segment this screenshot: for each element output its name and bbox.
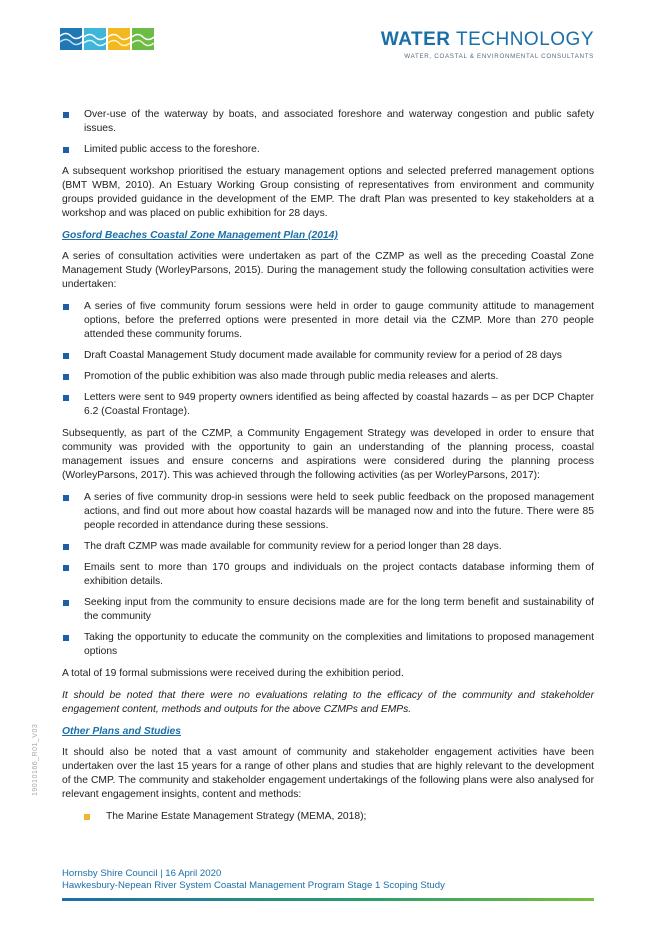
list-item	[62, 631, 594, 659]
list-item-text: Draft Coastal Management Study document made available for community review for a period of 28 days	[84, 350, 562, 361]
page-footer	[62, 868, 445, 892]
footer-gradient-bar	[62, 898, 594, 901]
bullet-square-icon	[63, 395, 69, 401]
bullet-list-other-plans	[62, 810, 594, 824]
list-item	[62, 108, 594, 136]
section-heading-other-plans[interactable]: Other Plans and Studies	[62, 726, 182, 737]
list-item-text: The Marine Estate Management Strategy (MEMA, 2018);	[106, 811, 367, 822]
list-item	[62, 391, 594, 419]
bullet-square-icon	[63, 544, 69, 550]
bullet-square-icon	[63, 147, 69, 153]
list-item-text: Promotion of the public exhibition was also made through public media releases and alerts.	[84, 371, 499, 382]
document-reference-code: 19010166_R01_V03	[32, 723, 39, 796]
bullet-square-icon	[63, 112, 69, 118]
list-item-text: A series of five community drop-in sessions were held to seek public feedback on the proposed management actions, and find out more about how coastal hazards will be managed now and into the future. There were 85 people recorded in attendance during these sessions.	[84, 492, 594, 531]
bullet-list-study-activities	[62, 300, 594, 419]
bullet-list-issues	[62, 108, 594, 157]
company-logo-tiles	[60, 28, 154, 50]
list-item-text: Limited public access to the foreshore.	[84, 144, 260, 155]
list-item	[62, 349, 594, 363]
list-item-text: Over-use of the waterway by boats, and associated foreshore and waterway congestion and public safety issues.	[84, 109, 594, 134]
bullet-square-icon	[63, 353, 69, 359]
footer-line-project: Hawkesbury-Nepean River System Coastal Management Program Stage 1 Scoping Study	[62, 880, 445, 891]
paragraph-other-plans: It should also be noted that a vast amount of community and stakeholder engagement activities have been undertaken over the last 15 years for a range of other plans and studies that are highly relevant to the development of the CMP. The community and stakeholder engagement undertakings of the following plans were also analysed for relevant engagement insights, content and methods:	[62, 747, 594, 800]
wave-logo-tile-blue	[60, 28, 82, 50]
list-item	[62, 491, 594, 533]
document-body	[62, 108, 594, 832]
brand-name-bold: WATER	[380, 29, 451, 50]
bullet-square-icon	[63, 565, 69, 571]
paragraph-note: It should be noted that there were no evaluations relating to the efficacy of the community and stakeholder engagement content, methods and outputs for the above CZMPs and EMPs.	[62, 690, 594, 715]
footer-line-client-date: Hornsby Shire Council | 16 April 2020	[62, 868, 222, 879]
list-item	[62, 370, 594, 384]
brand-name-light: TECHNOLOGY	[455, 29, 594, 50]
list-item-text: A series of five community forum sessions were held in order to gauge community attitude to management options, before the preferred options were presented in more detail via the CZMP. More than 270 people attended these community forums.	[84, 301, 594, 340]
bullet-square-icon	[63, 304, 69, 310]
bullet-square-icon	[63, 374, 69, 380]
list-item	[62, 540, 594, 554]
wave-logo-tile-cyan	[84, 28, 106, 50]
list-item	[62, 810, 594, 824]
bullet-square-icon	[63, 600, 69, 606]
bullet-square-icon	[63, 495, 69, 501]
list-item-text: Taking the opportunity to educate the community on the complexities and limitations to proposed management options	[84, 632, 594, 657]
brand-tagline: WATER, COASTAL & ENVIRONMENTAL CONSULTANTS	[404, 53, 594, 60]
bullet-square-icon	[63, 635, 69, 641]
paragraph-consultation: A series of consultation activities were undertaken as part of the CZMP as well as the preceding Coastal Zone Management Study (WorleyParsons, 2015). During the management study the following consultation activities were undertaken:	[62, 251, 594, 290]
list-item-text: Emails sent to more than 170 groups and individuals on the project contacts database informing them of exhibition details.	[84, 562, 594, 587]
brand-name	[381, 30, 594, 50]
list-item	[62, 596, 594, 624]
list-item	[62, 561, 594, 589]
list-item	[62, 143, 594, 157]
wave-logo-tile-yellow	[108, 28, 130, 50]
bullet-list-strategy-activities	[62, 491, 594, 659]
wave-logo-tile-green	[132, 28, 154, 50]
list-item-text: Seeking input from the community to ensure decisions made are for the long term benefit and sustainability of the community	[84, 597, 594, 622]
paragraph-strategy: Subsequently, as part of the CZMP, a Community Engagement Strategy was developed in order to ensure that community was provided with the opportunity to gain an understanding of the planning process, coastal management issues and ensure concerns and aspirations were considered during the planning process (WorleyParsons, 2017). This was achieved through the following activities (as per WorleyParsons, 2017):	[62, 428, 594, 481]
paragraph-submissions: A total of 19 formal submissions were received during the exhibition period.	[62, 668, 404, 679]
brand-block	[381, 30, 594, 60]
list-item-text: The draft CZMP was made available for community review for a period longer than 28 days.	[84, 541, 502, 552]
bullet-square-icon	[84, 814, 90, 820]
list-item	[62, 300, 594, 342]
paragraph-workshop: A subsequent workshop prioritised the estuary management options and selected preferred management options (BMT WBM, 2010). An Estuary Working Group consisting of representatives from environment and community groups provided guidance in the development of the EMP. The draft Plan was presented to key stakeholders at a workshop and was placed on public exhibition for 28 days.	[62, 166, 594, 219]
section-heading-gosford[interactable]: Gosford Beaches Coastal Zone Management Plan (2014)	[62, 230, 338, 241]
list-item-text: Letters were sent to 949 property owners identified as being affected by coastal hazards – as per DCP Chapter 6.2 (Coastal Frontage).	[84, 392, 594, 417]
